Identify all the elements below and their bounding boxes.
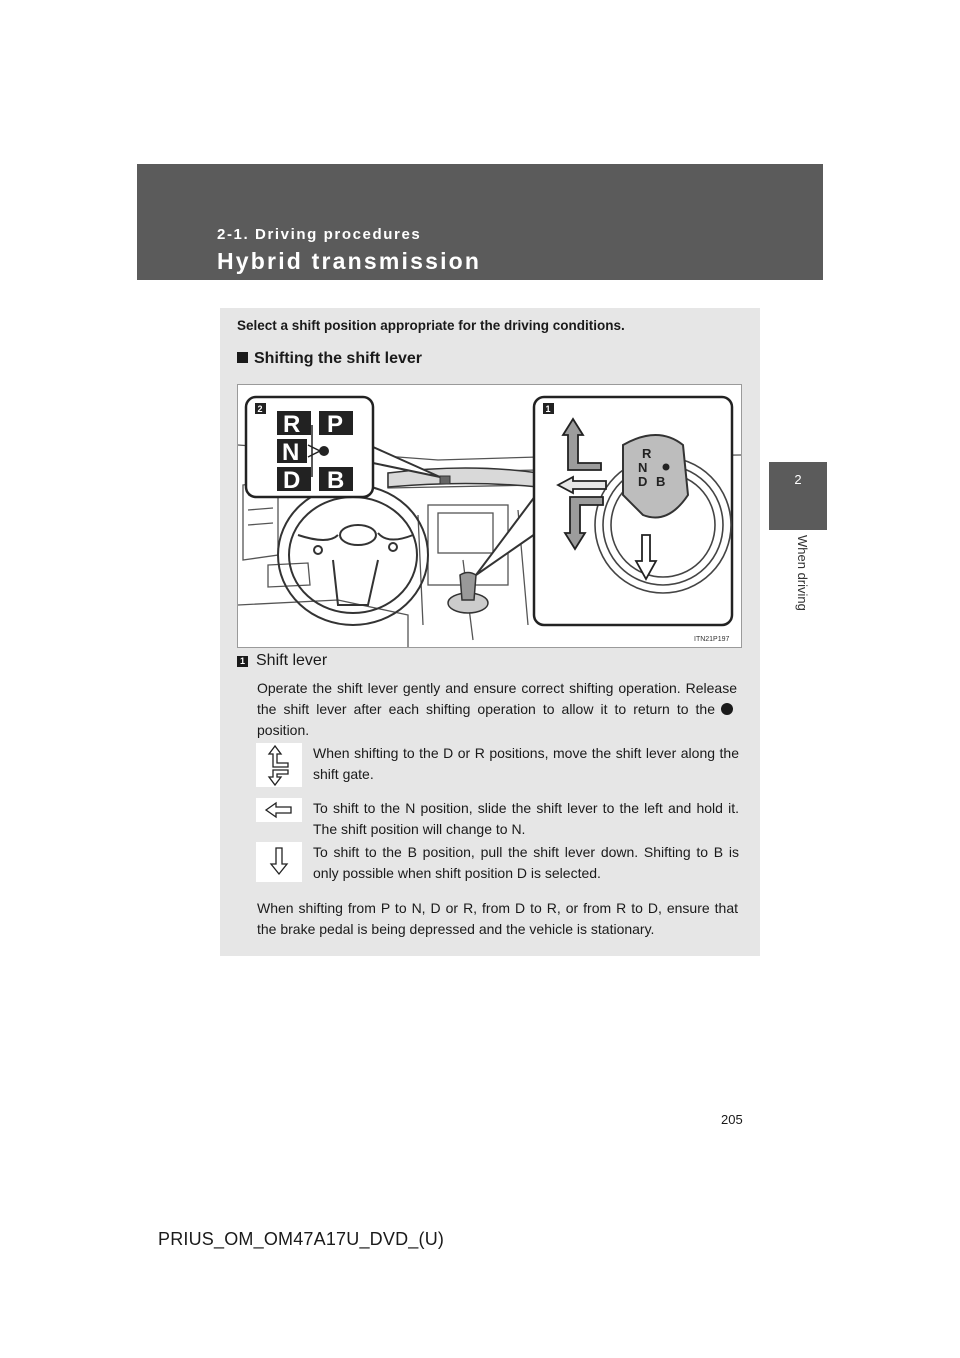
instruction-text-3: To shift to the B position, pull the shift lever down. Shifting to B is only possible when shift position D is selected. [313,844,739,881]
indicator-P: P [327,411,344,438]
chapter-tab[interactable] [769,462,827,530]
page-header [137,164,823,280]
instruction-row-3 [256,842,740,884]
home-position-dot-icon [721,703,733,715]
instruction-row-1 [256,743,740,789]
description-part-2: position. [257,722,310,738]
knob-N: N [638,460,648,475]
instruction-text-1: When shifting to the D or R positions, move the shift lever along the shift gate. [313,745,739,782]
down-arrow-icon [256,842,302,882]
indicator-B: B [327,467,345,494]
heading-text: Shifting the shift lever [254,350,423,367]
item-number-badge: 1 [237,656,248,667]
knob-B: B [656,474,666,489]
zigzag-arrows-icon [256,743,302,787]
knob-R: R [642,446,652,461]
item-1-description [257,678,737,741]
knob-D: D [638,474,648,489]
item-title-text: Shift lever [256,652,328,669]
indicator-R: R [283,411,301,438]
instruction-row-2 [256,798,740,836]
chapter-label: When driving [795,535,810,611]
chapter-number: 2 [794,472,802,487]
figure-code: ITN21P197 [694,636,730,643]
subsection-heading [237,350,422,368]
shift-lever-figure [237,384,742,648]
item-1-title [237,652,327,670]
description-part-1: Operate the shift lever gently and ensure correct shifting operation. Release the shift lever after each shifting operation to allow it to return to the [257,680,737,717]
indicator-N: N [282,439,300,466]
left-arrow-icon [256,798,302,822]
intro-text: Select a shift position appropriate for the driving conditions. [237,318,625,333]
instruction-text-2: To shift to the N position, slide the shift lever to the left and hold it. The shift position will change to N. [313,800,739,837]
square-bullet-icon [237,352,248,363]
section-title: 2-1. Driving procedures [217,226,422,243]
callout-1-number: 1 [545,404,551,414]
document-code: PRIUS_OM_OM47A17U_DVD_(U) [158,1229,445,1249]
figure-illustration [238,385,741,647]
closing-note: When shifting from P to N, D or R, from D to R, or from R to D, ensure that the brake pedal is being depressed and the vehicle is stationary. [257,900,738,937]
indicator-D: D [283,467,301,494]
callout-2-number: 2 [257,404,263,414]
page-title: Hybrid transmission [217,248,482,274]
page-number: 205 [721,1112,743,1127]
